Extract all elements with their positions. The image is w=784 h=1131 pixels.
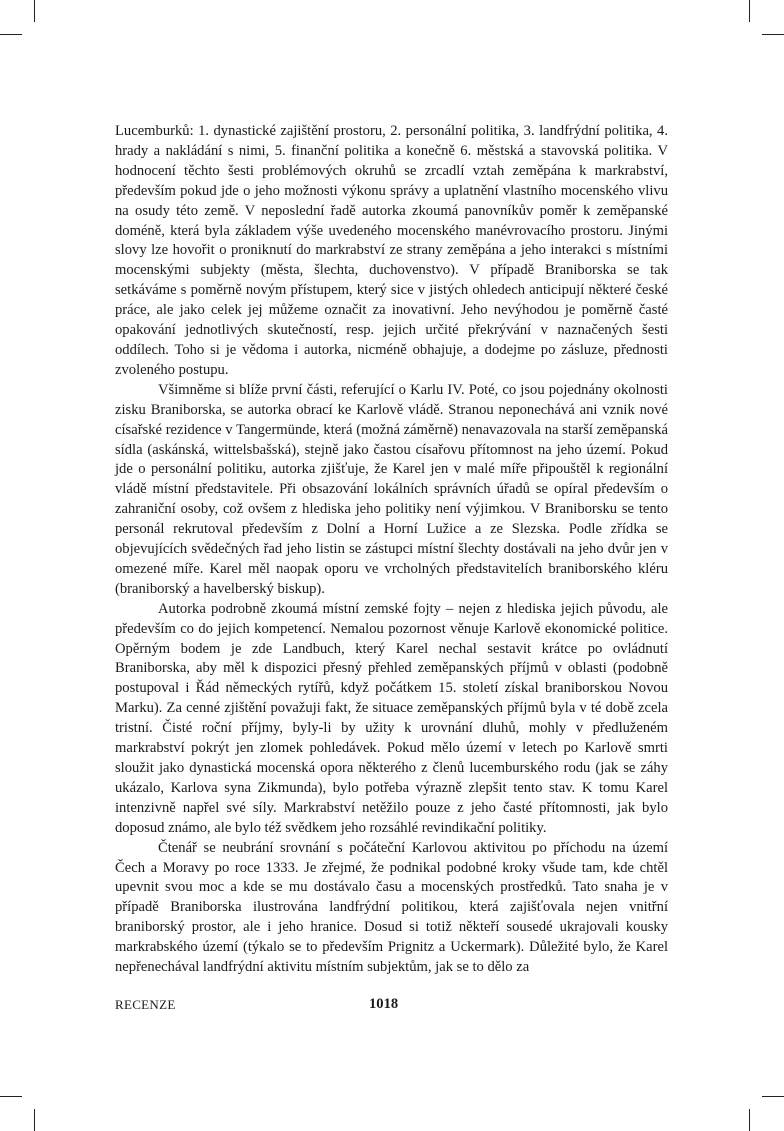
crop-mark-bottom-right [749,1109,750,1131]
section-label: RECENZE [115,997,176,1012]
page-number: 1018 [369,996,399,1012]
crop-mark-right-top [762,34,784,35]
paragraph: Lucemburků: 1. dynastické zajištění prostoru, 2. personální politika, 3. landfrýdní politika, 4. hrady a nakládání s nimi, 5. finanční politika a konečně 6. městská a stavovská politika. V hodnocení těchto šesti problémových okruhů se zrcadlí vztah zeměpána k markrabství, především pokud jde o jeho možnosti výkonu správy a uplatnění vlastního mocenského vlivu na osudy této země. V neposlední řadě autorka zkoumá panovníkův poměr k zeměpanské doméně, která byla základem výše uvedeného mocenského manévrovacího prostoru. Jinými slovy lze hovořit o proniknutí do markrabství ze strany zeměpána a jeho interakci s místními mocenskými subjekty (města, šlechta, duchovenstvo). V případě Braniborska se tak setkáváme s poměrně novým přístupem, který sice v jistých ohledech anticipují některé české práce, ale jako celek jej můžeme označit za inovativní. Jeho nevýhodou je poměrně časté opakování jednotlivých skutečností, resp. jejich určité překrývání v naznačených šesti oddílech. Toho si je vědoma i autorka, nicméně obhajuje, a dodejme po zásluze, přednosti zvoleného postupu. [115,123,668,378]
paragraph: Všimněme si blíže první části, referující o Karlu IV. Poté, co jsou pojednány okolnosti zisku Braniborska, se autorka obrací ke Karlově vládě. Stranou neponechává ani vznik nové císařské rezidence v Tangermünde, která (možná záměrně) nenavazovala na starší zeměpanská sídla (askánská, wittelsbašská), stejně jako častou císařovu přítomnost na jeho území. Pokud jde o personální politiku, autorka zjišťuje, že Karel jen v malé míře připouštěl k regionální vládě místní představitele. Při obsazování lokálních správních úřadů se opíral především o zahraniční osoby, což ovšem z hlediska jeho politiky není výjimkou. V Braniborsku se tento personál rekrutoval především z Dolní a Horní Lužice a ze Slezska. Podle zřídka se objevujících svědečných řad jeho listin se zástupci místní šlechty dostávali na jeho dvůr jen v omezené míře. Karel měl naopak oporu ve vrcholných představitelích braniborského kléru (braniborský a havelberský biskup). [115,381,668,597]
crop-mark-top-left [34,0,35,22]
crop-mark-left-top [0,34,22,35]
body-text [115,122,668,978]
crop-mark-bottom-left [34,1109,35,1131]
crop-mark-top-right [749,0,750,22]
crop-mark-right-bottom [762,1096,784,1097]
paragraph: Čtenář se neubrání srovnání s počáteční Karlovou aktivitou po příchodu na území Čech a Moravy po roce 1333. Je zřejmé, že podnikal podobné kroky všude tam, kde chtěl upevnit svou moc a kde se mu dostávalo času a mocenských prostředků. Tato snaha je v případě Braniborska ilustrována landfrýdní politikou, která zajišťovala nejen vnitřní braniborský prostor, ale i jeho hranice. Dosud si totiž někteří sousedé ukrajovali kousky markrabského území (týkalo se to především Prignitz a Uckermark). Důležité bylo, že Karel nepřenechával landfrýdní aktivitu místním subjektům, jak se to dělo za [115,839,668,976]
crop-mark-left-bottom [0,1096,22,1097]
paragraph: Autorka podrobně zkoumá místní zemské fojty – nejen z hlediska jejich původu, ale především co do jejich kompetencí. Nemalou pozornost věnuje Karlově ekonomické politice. Opěrným bodem je zde Landbuch, který Karel nechal sestavit krátce po ovládnutí Braniborska, aby měl k dispozici přesný přehled zeměpanských příjmů v oblasti (podobně postupoval i Řád německých rytířů, když počátkem 15. století získal braniborskou Novou Marku). Za cenné zjištění považuji fakt, že situace zeměpanských příjmů byla v té době zcela tristní. Čisté roční příjmy, byly-li by užity k urovnání dluhů, mohly v předluženém markrabství pokrýt jen zlomek pohledávek. Pokud mělo území v letech po Karlově smrti sloužit jako dynastická mocenská opora některého z členů lucemburského rodu (jak se záhy ukázalo, Karlova syna Zikmunda), bylo potřeba výrazně zlepšit tento stav. K tomu Karel intenzivně napřel své síly. Markrabství netěžilo pouze z jeho časté přítomnosti, jak bylo doposud známo, ale bylo též svědkem jeho rozsáhlé revindikační politiky. [115,600,668,836]
